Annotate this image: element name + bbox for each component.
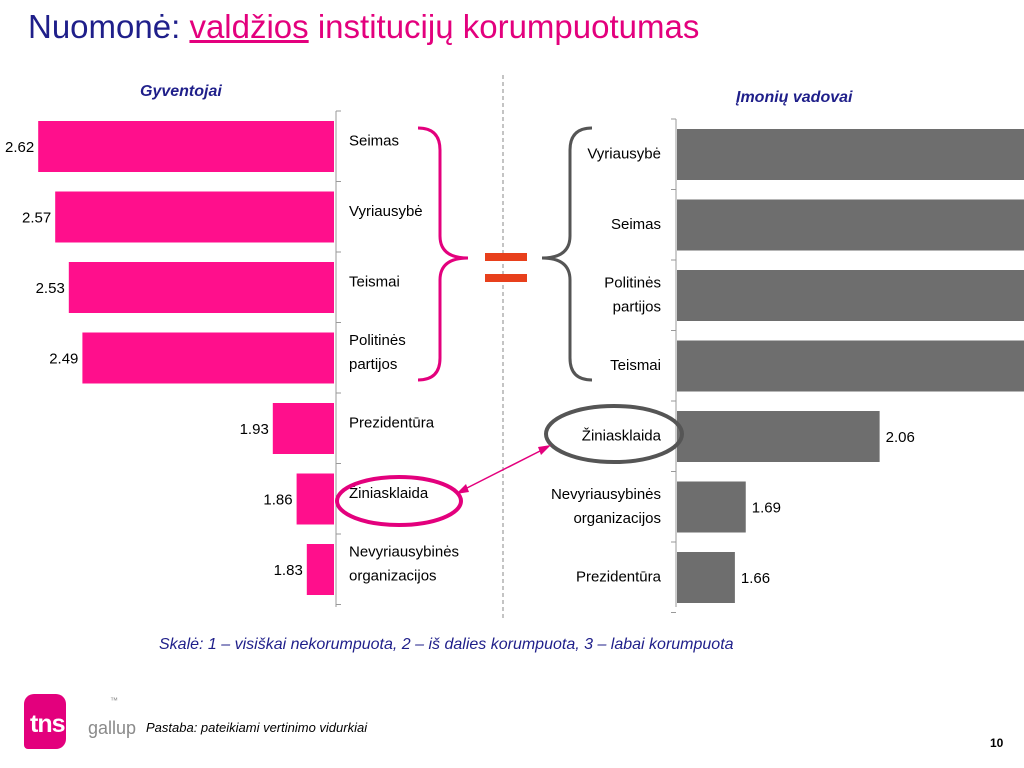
- right-category-label: Nevyriausybinės: [550, 486, 661, 503]
- title-prefix: Nuomonė:: [28, 8, 181, 45]
- left-category-label: Žiniasklaida: [349, 485, 429, 502]
- arrow-head-left: [456, 484, 469, 494]
- left-chart-title: Gyventojai: [140, 83, 222, 100]
- logo-trademark: ™: [110, 696, 118, 705]
- left-category-label: partijos: [349, 356, 398, 373]
- title-rest: institucijų korumpuotumas: [317, 8, 700, 45]
- right-category-label: Teismai: [610, 357, 661, 374]
- left-value-label: 2.53: [35, 280, 65, 297]
- right-chart-title: Įmonių vadovai: [736, 89, 853, 106]
- left-value-label: 1.86: [263, 491, 293, 509]
- right-value-label: 1.66: [740, 570, 771, 587]
- page-number: 10: [990, 736, 1004, 750]
- right-value-label: 2.06: [885, 429, 915, 446]
- tns-gallup-logo: [24, 694, 144, 754]
- right-bar: [677, 411, 880, 462]
- right-bar: [677, 270, 1024, 321]
- right-bar: [677, 200, 1024, 251]
- equals-sign-bottom: [485, 274, 527, 282]
- left-category-label: Politinės: [349, 332, 406, 349]
- left-category-label: Seimas: [349, 132, 400, 150]
- left-value-label: 2.62: [4, 139, 35, 156]
- right-bar: [677, 552, 735, 603]
- left-category-label: Nevyriausybinės: [349, 543, 460, 561]
- right-curly-brace: [542, 128, 592, 380]
- right-bar: [677, 482, 746, 533]
- equals-sign-top: [485, 253, 527, 261]
- arrow-head-right: [538, 445, 551, 455]
- right-bar: [677, 129, 1024, 180]
- logo-sub: gallup: [88, 718, 137, 738]
- left-category-label: Vyriausybė: [349, 203, 423, 220]
- right-bar: [677, 341, 1024, 392]
- left-bar: [69, 262, 334, 313]
- left-value-label: 2.57: [21, 209, 52, 227]
- left-value-label: 1.83: [273, 562, 303, 579]
- left-curly-brace: [418, 128, 468, 380]
- right-value-label: 1.69: [751, 499, 781, 517]
- left-bar: [55, 192, 334, 243]
- right-category-label: organizacijos: [573, 510, 661, 527]
- left-category-label: Prezidentūra: [349, 414, 435, 432]
- left-bar: [307, 544, 334, 595]
- left-value-label: 2.49: [49, 350, 79, 368]
- title-underlined-word: valdžios: [189, 8, 309, 45]
- left-bar: [297, 474, 334, 525]
- left-bar: [273, 403, 334, 454]
- left-bar: [82, 333, 334, 384]
- right-category-label: Seimas: [610, 216, 661, 233]
- left-category-label: organizacijos: [349, 567, 437, 585]
- right-category-label: partijos: [612, 298, 661, 316]
- left-bar: [38, 121, 334, 172]
- left-category-label: Teismai: [349, 273, 400, 291]
- footnote: Pastaba: pateikiami vertinimo vidurkiai: [146, 720, 368, 735]
- right-category-label: Žiniasklaida: [581, 427, 661, 445]
- right-category-label: Prezidentūra: [575, 568, 661, 586]
- left-value-label: 1.93: [239, 421, 269, 438]
- logo-brand: tns: [30, 710, 65, 738]
- right-category-label: Politinės: [604, 274, 661, 292]
- scale-note: Skalė: 1 – visiškai nekorumpuota, 2 – iš dalies korumpuota, 3 – labai korumpuota: [159, 636, 734, 653]
- right-category-label: Vyriausybė: [587, 145, 661, 163]
